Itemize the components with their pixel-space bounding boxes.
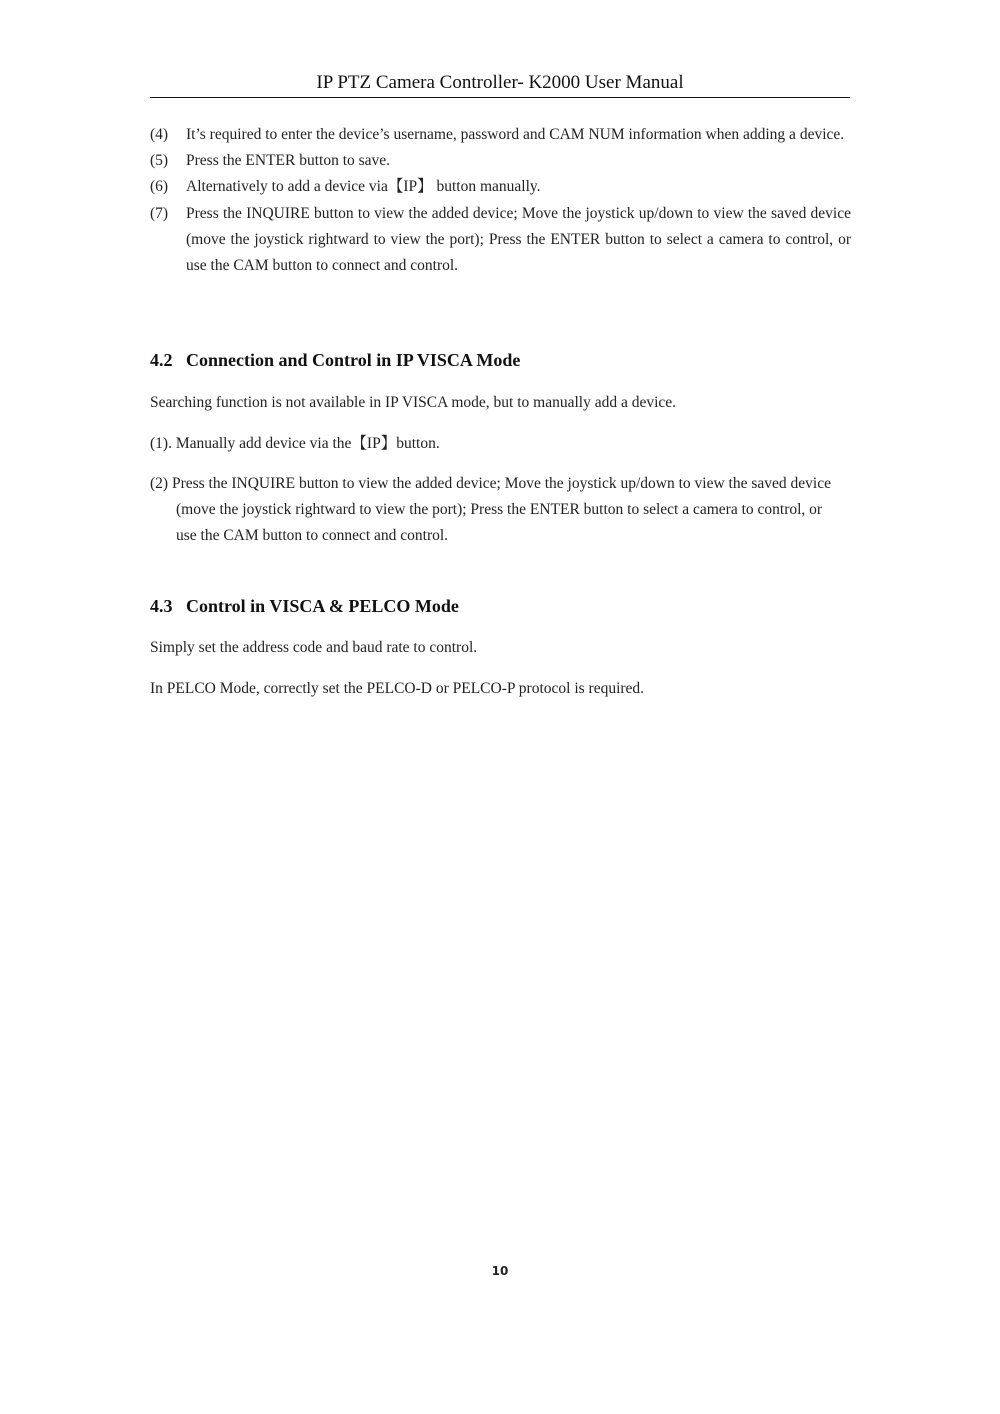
list-item (150, 122, 851, 148)
list-item (150, 201, 851, 280)
section-title: Connection and Control in IP VISCA Mode (186, 350, 521, 370)
list-item (150, 174, 851, 200)
step-number: (7) (150, 204, 169, 222)
list-item (150, 148, 851, 174)
step-number: (4) (150, 126, 169, 143)
section-number: 4.2 (150, 350, 173, 370)
section-4-2-item-1: (1). Manually add device via the【IP】button. (150, 435, 440, 452)
section-4-3-paragraph-2: In PELCO Mode, correctly set the PELCO-D or PELCO-P protocol is required. (150, 680, 645, 697)
section-4-2-item-2: (2) Press the INQUIRE button to view the added device; Move the joystick up/down to view the saved device (move the joystick rightward to view the port); Press the ENTER button to select a camera to control, or use the CAM button to connect and control. (150, 475, 831, 545)
section-number: 4.3 (150, 596, 173, 616)
section-heading-4-3 (150, 594, 459, 618)
section-heading-4-2 (150, 348, 520, 372)
step-number: (5) (150, 152, 169, 170)
section-4-2-intro: Searching function is not available in IP VISCA mode, but to manually add a device. (150, 394, 677, 411)
section-4-3-paragraph-1: Simply set the address code and baud rate to control. (150, 639, 478, 656)
page-number: 10 (491, 1264, 509, 1278)
step-text: Press the ENTER button to save. (186, 152, 391, 170)
step-number: (6) (150, 178, 169, 196)
header-divider (150, 97, 850, 98)
section-title: Control in VISCA & PELCO Mode (186, 596, 459, 616)
step-list (150, 122, 851, 279)
running-header-title: IP PTZ Camera Controller- K2000 User Manual (316, 72, 684, 93)
step-text: It’s required to enter the device’s username, password and CAM NUM information when adding a device. (186, 126, 845, 143)
step-text: Press the INQUIRE button to view the added device; Move the joystick up/down to view the saved device (move the joystick rightward to view the port); Press the ENTER button to select a camera to control, or use the CAM button to connect and control. (186, 204, 851, 275)
step-text: Alternatively to add a device via【IP】 button manually. (186, 178, 541, 196)
